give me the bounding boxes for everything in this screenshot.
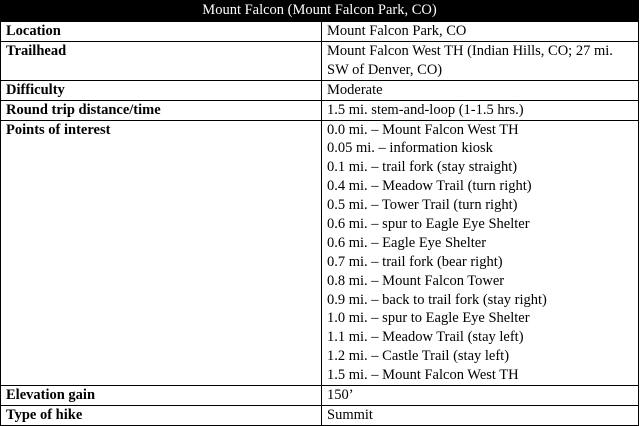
table-row-poi xyxy=(1,120,639,385)
list-item: 0.1 mi. – trail fork (stay straight) xyxy=(327,159,518,176)
list-item: 0.4 mi. – Meadow Trail (turn right) xyxy=(327,178,532,195)
row-label: Trailhead xyxy=(1,41,322,80)
table-row-elevation xyxy=(1,386,639,406)
row-value: Moderate xyxy=(322,80,639,100)
table-row-location xyxy=(1,22,639,42)
table-title: Mount Falcon (Mount Falcon Park, CO) xyxy=(1,1,639,22)
list-item: 1.5 mi. – Mount Falcon West TH xyxy=(327,367,519,384)
row-label: Points of interest xyxy=(1,120,322,385)
poi-list xyxy=(322,120,639,385)
row-label: Type of hike xyxy=(1,405,322,425)
row-label: Elevation gain xyxy=(1,386,322,406)
list-item: 0.6 mi. – Eagle Eye Shelter xyxy=(327,234,487,251)
table-row-trailhead xyxy=(1,41,639,80)
row-value: 150’ xyxy=(322,386,639,406)
row-value: 1.5 mi. stem-and-loop (1-1.5 hrs.) xyxy=(322,100,639,120)
table-row-difficulty xyxy=(1,80,639,100)
row-label: Difficulty xyxy=(1,80,322,100)
list-item: 0.8 mi. – Mount Falcon Tower xyxy=(327,272,505,289)
list-item: 0.5 mi. – Tower Trail (turn right) xyxy=(327,197,518,214)
list-item: 0.7 mi. – trail fork (bear right) xyxy=(327,253,503,270)
row-label: Location xyxy=(1,22,322,42)
list-item: 1.2 mi. – Castle Trail (stay left) xyxy=(327,348,510,365)
list-item: 0.6 mi. – spur to Eagle Eye Shelter xyxy=(327,215,530,232)
row-value: Mount Falcon Park, CO xyxy=(322,22,639,42)
list-item: 1.1 mi. – Meadow Trail (stay left) xyxy=(327,329,524,346)
row-label: Round trip distance/time xyxy=(1,100,322,120)
list-item: 0.9 mi. – back to trail fork (stay right) xyxy=(327,291,547,308)
row-value: Summit xyxy=(322,405,639,425)
row-value: Mount Falcon West TH (Indian Hills, CO; 27 mi. SW of Denver, CO) xyxy=(322,41,639,80)
list-item: 0.05 mi. – information kiosk xyxy=(327,140,493,157)
table-row-type xyxy=(1,405,639,425)
list-item: 0.0 mi. – Mount Falcon West TH xyxy=(327,121,519,138)
table-row-distance xyxy=(1,100,639,120)
list-item: 1.0 mi. – spur to Eagle Eye Shelter xyxy=(327,310,530,327)
